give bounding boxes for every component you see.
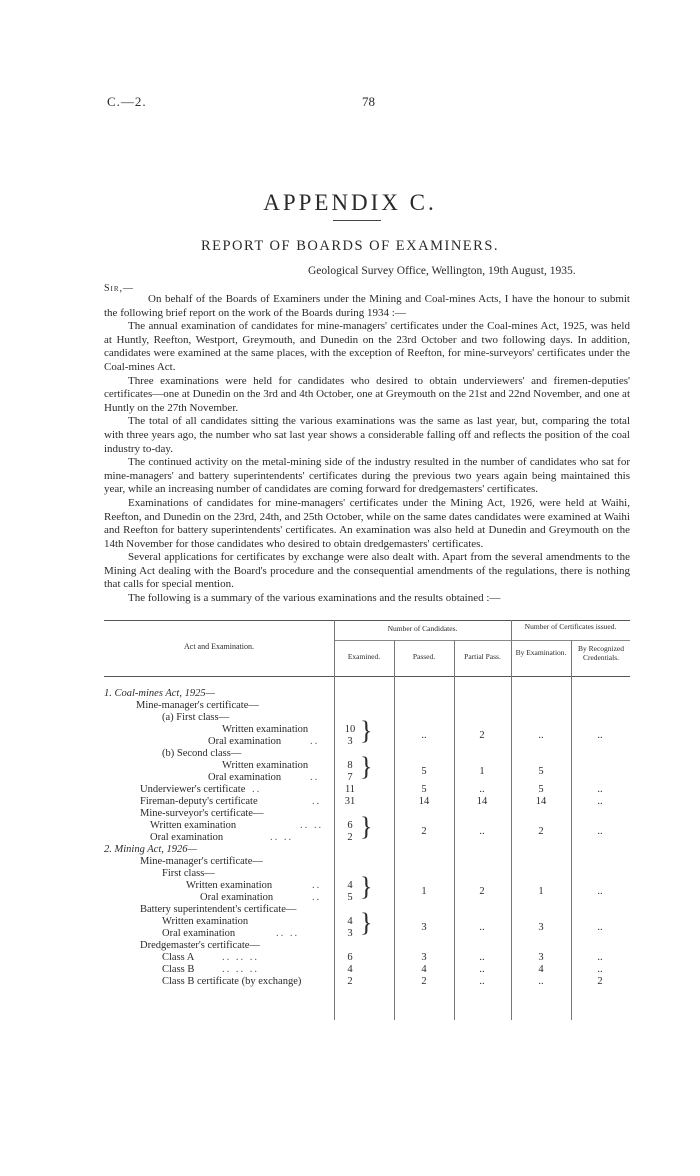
brace: } (360, 716, 373, 745)
cell-examined: 2 (347, 976, 353, 987)
cell-passed: 2 (421, 826, 427, 837)
table-row-label: Mine-manager's certificate— (136, 700, 259, 711)
header-by-credentials: By Recognized Credentials. (577, 644, 625, 662)
cell-by-exam: 14 (535, 796, 547, 807)
table-row-label: Mine-manager's certificate— (140, 856, 263, 867)
table-row-label: Written examination (186, 880, 273, 891)
leader-dots: .. (310, 772, 320, 783)
cell-partial: .. (479, 826, 485, 837)
table-row-label: Mine-surveyor's certificate— (140, 808, 264, 819)
col-divider (511, 620, 512, 1020)
brace: } (360, 908, 373, 937)
table-row-label: Oral examination (150, 832, 224, 843)
brace: } (360, 752, 373, 781)
table-row-label: Oral examination (208, 736, 282, 747)
header-examined: Examined. (347, 652, 381, 661)
cell-passed: 1 (421, 886, 427, 897)
cell-by-cred: .. (597, 952, 603, 963)
cell-partial: 2 (479, 886, 485, 897)
report-reference: C.—2. (107, 94, 147, 109)
cell-by-exam: .. (538, 976, 544, 987)
leader-dots: .. .. (276, 928, 300, 939)
table-row-label: (b) Second class— (162, 748, 242, 759)
cell-by-cred: .. (597, 922, 603, 933)
cell-examined: 4 (347, 880, 353, 891)
header-partial: Partial Pass. (464, 652, 501, 661)
table-row-label: 1. Coal-mines Act, 1925— (104, 688, 215, 699)
cell-partial: .. (479, 976, 485, 987)
table-row-label: Oral examination (200, 892, 274, 903)
cell-partial: .. (479, 922, 485, 933)
table-row-label: Written examination (222, 760, 309, 771)
cell-examined: 7 (347, 772, 353, 783)
table-row-label: Dredgemaster's certificate— (140, 940, 260, 951)
paragraph: The annual examination of candidates for mine-managers' certificates under the Coal-mines Act, 1925, was held at Huntly, Reefton, Westport, Greymouth, and Dunedin on the 23rd October and two following days. In addition, candidates were examined at the same places, with the exception of Reefton, for mine-surveyors' certificates under the Coal-mines Act. (104, 320, 630, 373)
cell-passed: 3 (421, 952, 427, 963)
title-rule (333, 220, 381, 221)
table-row-label: Written examination (162, 916, 249, 927)
cell-passed: 14 (418, 796, 430, 807)
cell-partial: 2 (479, 730, 485, 741)
table-row-label: Class B (162, 964, 195, 975)
cell-by-exam: 3 (538, 952, 544, 963)
table-row-label: Class B certificate (by exchange) (162, 976, 302, 987)
table-row-label: Battery superintendent's certificate— (140, 904, 297, 915)
cell-examined: 3 (347, 736, 353, 747)
cell-passed: 4 (421, 964, 427, 975)
table-row-label: Class A (162, 952, 195, 963)
cell-by-exam: 3 (538, 922, 544, 933)
leader-dots: .. (252, 784, 262, 795)
cell-examined: 6 (347, 952, 353, 963)
cell-examined: 10 (344, 724, 356, 735)
cell-passed: 5 (421, 784, 427, 795)
col-divider (571, 640, 572, 1020)
dateline: Geological Survey Office, Wellington, 19th August, 1935. (308, 265, 576, 277)
table-row-label: Fireman-deputy's certificate (140, 796, 258, 807)
cell-examined: 3 (347, 928, 353, 939)
table-row-label: Underviewer's certificate (140, 784, 246, 795)
cell-by-cred: .. (597, 886, 603, 897)
cell-examined: 11 (344, 784, 356, 795)
col-divider (454, 640, 455, 1020)
table-header-rule (104, 676, 630, 677)
cell-passed: 2 (421, 976, 427, 987)
leader-dots: .. .. (300, 820, 324, 831)
paragraph: Three examinations were held for candidates who desired to obtain underviewers' and firemen-deputies' certificates—one at Dunedin on the 3rd and 4th October, one at Greymouth on the 21st and 22nd November, and one at Huntly on the 27th November. (104, 374, 630, 414)
cell-examined: 5 (347, 892, 353, 903)
leader-dots: .. (312, 880, 322, 891)
cell-passed: 5 (421, 766, 427, 777)
cell-examined: 8 (347, 760, 353, 771)
table-row-label: Oral examination (208, 772, 282, 783)
header-passed: Passed. (412, 652, 436, 661)
report-subtitle: REPORT OF BOARDS OF EXAMINERS. (200, 238, 500, 254)
leader-dots: .. (312, 796, 322, 807)
paragraph: On behalf of the Boards of Examiners under the Mining and Coal-mines Acts, I have the honour to submit the following brief report on the work of the Boards during 1934 :— (104, 293, 630, 319)
cell-examined: 2 (347, 832, 353, 843)
cell-by-exam: 5 (538, 784, 544, 795)
body-text (104, 293, 630, 606)
cell-examined: 4 (347, 916, 353, 927)
header-candidates: Number of Candidates. (387, 624, 458, 633)
table-row-label: First class— (162, 868, 215, 879)
cell-by-cred: .. (597, 784, 603, 795)
table-row-label: 2. Mining Act, 1926— (104, 844, 197, 855)
cell-by-cred: .. (597, 730, 603, 741)
cell-partial: .. (479, 964, 485, 975)
paragraph: The total of all candidates sitting the various examinations was the same as last year, but, comparing the total with three years ago, the number who sat last year shows a considerable falling off and reflects the position of the coal industry to-day. (104, 415, 630, 455)
cell-partial: .. (479, 784, 485, 795)
cell-by-cred: .. (597, 964, 603, 975)
table-row-label: Written examination (150, 820, 237, 831)
cell-by-cred: .. (597, 796, 603, 807)
cell-examined: 31 (344, 796, 356, 807)
cell-by-cred: .. (597, 826, 603, 837)
table-group-rule (334, 640, 630, 641)
cell-passed: 3 (421, 922, 427, 933)
cell-by-exam: 5 (538, 766, 544, 777)
brace: } (360, 872, 373, 901)
cell-examined: 6 (347, 820, 353, 831)
col-divider (394, 640, 395, 1020)
header-by-exam: By Examination. (515, 648, 567, 657)
brace: } (360, 812, 373, 841)
paragraph: The following is a summary of the various examinations and the results obtained :— (128, 592, 501, 605)
table-top-rule (104, 620, 630, 621)
leader-dots: .. (312, 892, 322, 903)
appendix-title: APPENDIX C. (263, 190, 437, 215)
leader-dots: .. (310, 736, 320, 747)
header-act: Act and Examination. (184, 642, 254, 651)
cell-partial: .. (479, 952, 485, 963)
leader-dots: .. .. .. (222, 952, 259, 963)
cell-partial: 14 (476, 796, 488, 807)
salutation: Sir,— (104, 283, 135, 294)
paragraph: Several applications for certificates by exchange were also dealt with. Apart from the several amendments to the Mining Act dealing with the Board's procedure and the consequential amendments of the regulations, there is nothing that calls for special mention. (104, 551, 630, 591)
cell-passed: .. (421, 730, 427, 741)
cell-by-exam: 2 (538, 826, 544, 837)
cell-by-cred: 2 (597, 976, 603, 987)
page-number: 78 (362, 94, 375, 109)
table-row-label: Oral examination (162, 928, 236, 939)
table-row-label: Written examination (222, 724, 309, 735)
leader-dots: .. .. (270, 832, 294, 843)
leader-dots: .. .. .. (222, 964, 259, 975)
cell-examined: 4 (347, 964, 353, 975)
cell-by-exam: .. (538, 730, 544, 741)
cell-by-exam: 4 (538, 964, 544, 975)
header-certificates: Number of Certificates issued. (524, 622, 617, 631)
paragraph: Examinations of candidates for mine-managers' certificates under the Mining Act, 1926, were held at Waihi, Reefton, and Dunedin on the 23rd, 24th, and 25th October, while on the same dates candidates were examined at Waihi and Reefton for battery superintendents' certificates. An examination was also held at Dunedin and Greymouth on the 14th November for those candidates who desired to obtain dredgemasters' certificates. (104, 496, 630, 550)
cell-by-exam: 1 (538, 886, 544, 897)
paragraph: The continued activity on the metal-mining side of the industry resulted in the number of candidates who sat for mine-managers' and battery superintendents' certificates during the previous two years again being maintained this year, while an increasing number of candidates are coming forward for dredgemasters' certificates. (104, 456, 630, 496)
table-row-label: (a) First class— (162, 712, 230, 723)
cell-partial: 1 (479, 766, 485, 777)
